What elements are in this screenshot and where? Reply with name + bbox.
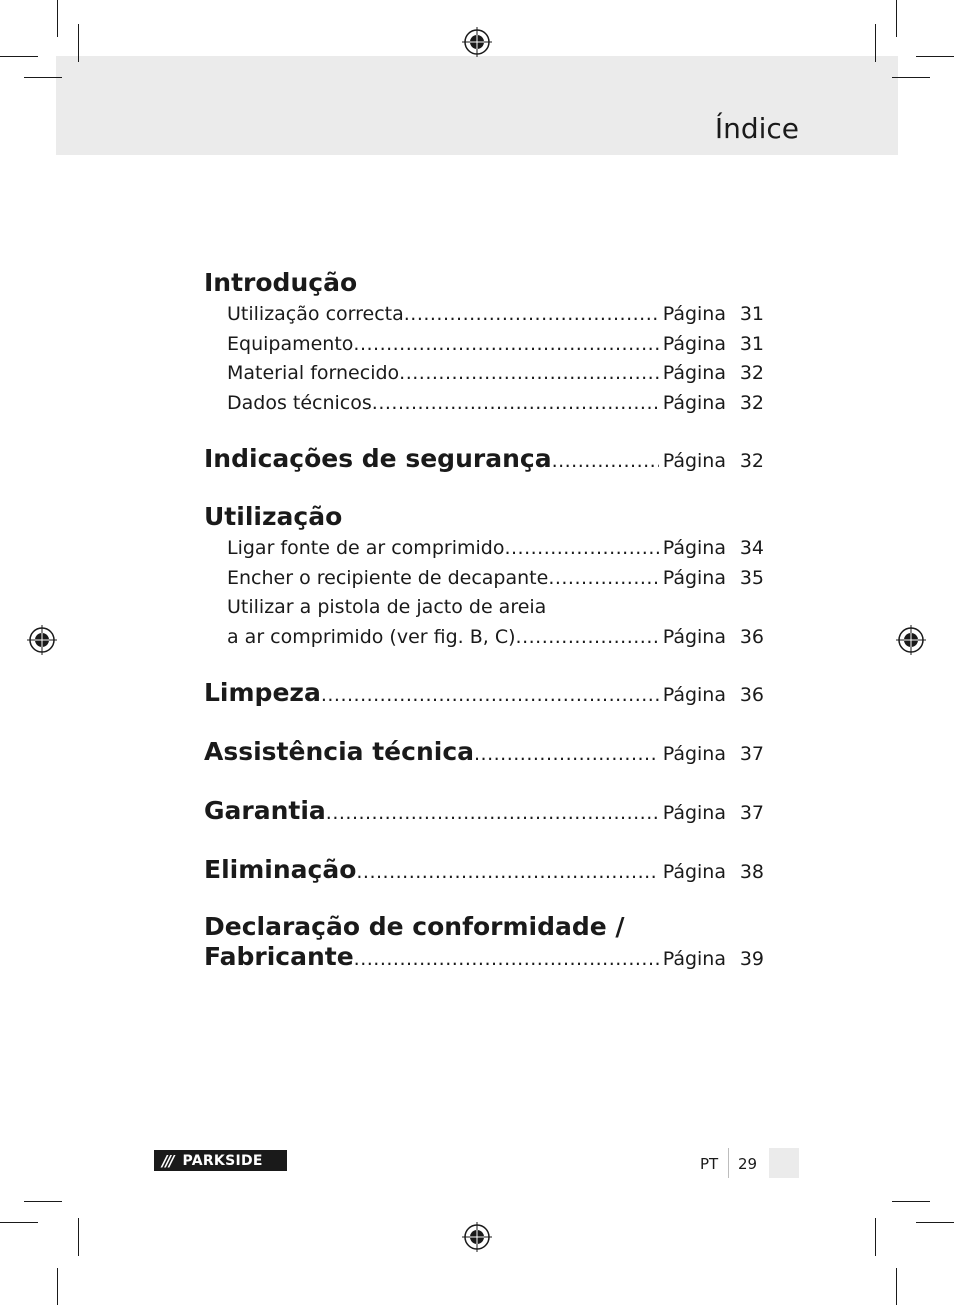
toc-entry[interactable] <box>204 534 764 564</box>
toc-section-limpeza <box>204 676 764 710</box>
crop-mark <box>0 1222 38 1223</box>
toc-entry[interactable] <box>204 853 764 887</box>
dot-leader <box>504 534 658 564</box>
toc-entry-label-line1[interactable]: Utilizar a pistola de jacto de areia <box>227 596 547 618</box>
toc-entry-label: Utilização correcta <box>227 303 404 325</box>
toc-entry[interactable] <box>204 359 764 389</box>
toc-entry[interactable] <box>204 942 764 974</box>
page-label: Página <box>662 948 726 970</box>
page-label: Página <box>662 537 726 559</box>
toc-entry-label: Ligar fonte de ar comprimido <box>227 537 505 559</box>
toc-entry[interactable] <box>204 442 764 476</box>
crop-mark <box>78 24 79 62</box>
toc-entry-label: Material fornecido <box>227 362 400 384</box>
dot-leader <box>548 564 658 594</box>
language-code: PT <box>700 1155 719 1173</box>
dot-leader <box>356 861 658 883</box>
registration-mark-icon <box>27 625 57 655</box>
crop-mark <box>78 1218 79 1256</box>
page-number: 32 <box>739 450 764 472</box>
toc-heading: Garantia <box>204 796 326 825</box>
page-label: Página <box>662 391 726 414</box>
crop-mark <box>57 0 58 37</box>
toc-heading[interactable]: Introdução <box>204 268 358 297</box>
crop-mark <box>916 56 954 57</box>
parkside-logo <box>154 1150 287 1171</box>
registration-mark-icon <box>896 625 926 655</box>
page-title: Índice <box>714 112 799 145</box>
page-label: Página <box>662 566 726 589</box>
toc-section-eliminacao <box>204 853 764 887</box>
crop-mark <box>875 1218 876 1256</box>
dot-leader <box>372 389 659 419</box>
toc-section-assistencia <box>204 735 764 769</box>
toc-heading-line1[interactable]: Declaração de conformidade / <box>204 912 625 941</box>
page-number: 31 <box>739 303 764 325</box>
toc-heading: Limpeza <box>204 678 321 707</box>
dot-leader <box>552 450 659 472</box>
dot-leader <box>516 623 659 653</box>
dot-leader <box>399 359 659 389</box>
page-number: 37 <box>739 743 764 765</box>
page-number: 34 <box>739 537 764 559</box>
toc-entry[interactable] <box>204 676 764 710</box>
toc-entry[interactable] <box>204 564 764 594</box>
toc-entry-label: Dados técnicos <box>227 391 372 414</box>
brand-name: PARKSIDE <box>182 1152 263 1169</box>
toc-entry[interactable] <box>204 389 764 419</box>
toc-section-garantia <box>204 794 764 828</box>
registration-mark-icon <box>462 1222 492 1252</box>
page-label: Página <box>662 684 726 706</box>
toc-section-introducao <box>204 266 764 418</box>
toc-section-seguranca <box>204 442 764 476</box>
dot-leader <box>326 802 659 824</box>
footer-tab <box>769 1148 799 1178</box>
toc-heading[interactable]: Utilização <box>204 502 343 531</box>
toc-section-declaracao <box>204 912 764 974</box>
dot-leader <box>474 743 659 765</box>
page-label: Página <box>662 625 726 648</box>
registration-mark-icon <box>462 27 492 57</box>
dot-leader <box>404 300 659 330</box>
crop-mark <box>892 77 930 78</box>
toc-entry[interactable] <box>204 300 764 330</box>
page-number: 39 <box>739 948 764 970</box>
toc-heading: Eliminação <box>204 855 357 884</box>
toc-entry-label: a ar comprimido (ver fig. B, C) <box>227 625 516 648</box>
toc-entry[interactable] <box>204 623 764 653</box>
page-number: 35 <box>739 566 764 589</box>
page-number: 32 <box>739 362 764 384</box>
page-label: Página <box>662 743 726 765</box>
page-label: Página <box>662 332 726 355</box>
toc-heading: Assistência técnica <box>204 737 475 766</box>
crop-mark <box>875 24 876 62</box>
toc-entry-label: Encher o recipiente de decapante <box>227 566 549 589</box>
footer-divider <box>728 1148 729 1178</box>
crop-mark <box>916 1222 954 1223</box>
page-number: 32 <box>739 391 764 414</box>
brand-slashes: /// <box>162 1151 173 1170</box>
toc-entry[interactable] <box>204 330 764 360</box>
toc-section-utilizacao <box>204 500 764 652</box>
crop-mark <box>892 1201 930 1202</box>
page-number: 38 <box>739 861 764 883</box>
page-label: Página <box>662 303 726 325</box>
toc-entry[interactable] <box>204 735 764 769</box>
page-label: Página <box>662 362 726 384</box>
crop-mark <box>896 1268 897 1305</box>
page-number: 36 <box>739 625 764 648</box>
crop-mark <box>57 1268 58 1305</box>
page-label: Página <box>662 802 726 824</box>
page-number: 37 <box>739 802 764 824</box>
toc-entry-label: Equipamento <box>227 332 354 355</box>
crop-mark <box>24 77 62 78</box>
toc-entry[interactable] <box>204 794 764 828</box>
dot-leader <box>353 330 658 360</box>
page-label: Página <box>662 450 726 472</box>
page-number-footer: 29 <box>738 1155 758 1173</box>
page-number: 36 <box>739 684 764 706</box>
dot-leader <box>321 684 659 706</box>
crop-mark <box>24 1201 62 1202</box>
crop-mark <box>896 0 897 37</box>
dot-leader <box>354 944 659 974</box>
toc-heading: Indicações de segurança <box>204 444 552 473</box>
table-of-contents <box>204 266 764 974</box>
crop-mark <box>0 56 38 57</box>
page-number: 31 <box>739 332 764 355</box>
toc-heading: Fabricante <box>204 942 354 971</box>
page-label: Página <box>662 861 726 883</box>
